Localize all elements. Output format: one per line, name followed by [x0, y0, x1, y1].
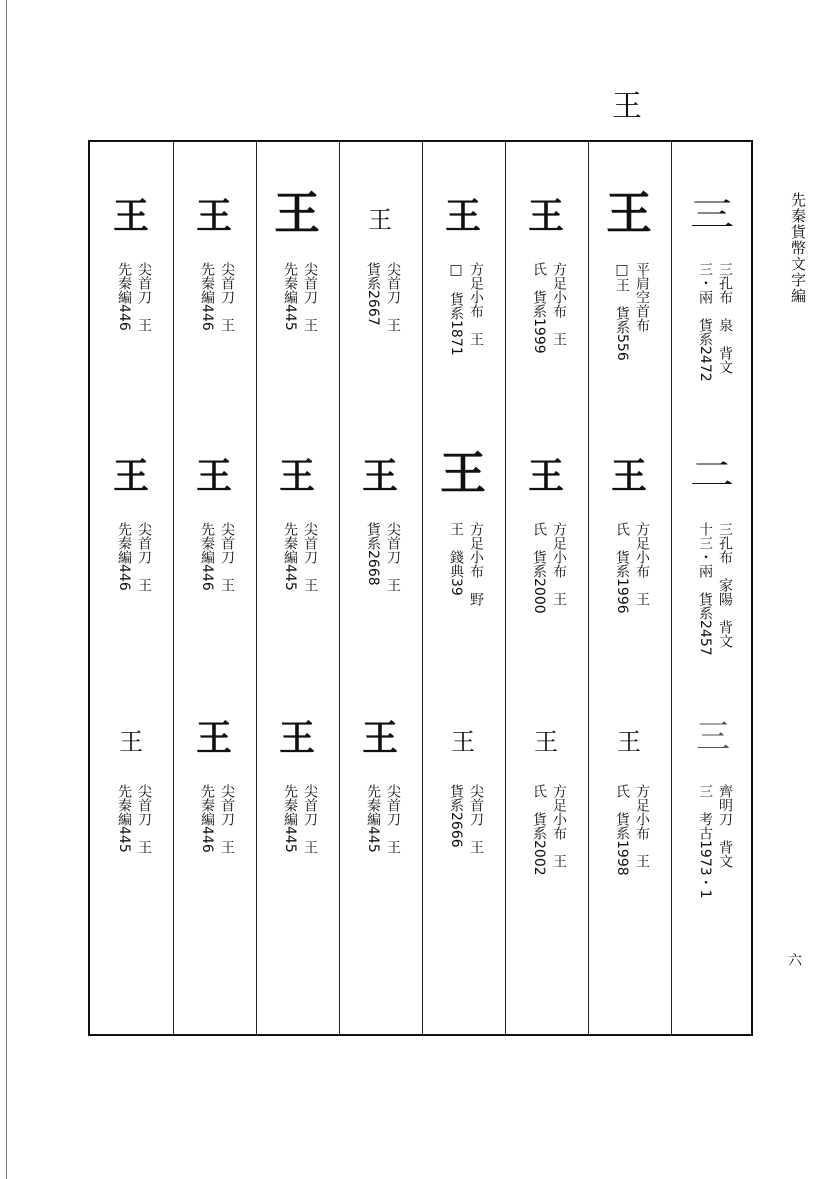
glyph-entry: [603, 450, 655, 705]
entry-reference-line: □ 貨系1871: [448, 262, 464, 356]
glyph-entry: [437, 446, 489, 705]
character-glyph: 王: [361, 455, 399, 497]
entry-reference-line: 先秦編446: [199, 522, 215, 591]
side-title: 先秦貨幣文字編: [789, 192, 807, 304]
entry-reference-line: 先秦編445: [365, 784, 381, 853]
entry-source-line: 尖首刀 王: [385, 522, 401, 592]
entry-reference-line: 十三・兩 貨系2457: [697, 522, 713, 656]
entry-source-line: 方足小布 王: [468, 262, 484, 346]
character-glyph: 王: [195, 717, 233, 759]
character-glyph: 王: [119, 728, 143, 756]
entry-reference-line: 先秦編446: [116, 262, 132, 331]
glyph-entry: [105, 712, 157, 967]
entry-source-line: 三孔布 家陽 背文: [717, 522, 733, 648]
character-glyph: 王: [278, 717, 316, 759]
entry-source-line: 尖首刀 王: [136, 262, 152, 332]
entry-source-line: 平肩空首布: [634, 262, 650, 332]
entry-reference-line: 氏 貨系1998: [614, 784, 630, 876]
entry-source-line: 尖首刀 王: [136, 522, 152, 592]
entry-reference-line: 貨系2667: [365, 262, 381, 326]
entry-source-line: 三孔布 泉 背文: [717, 262, 733, 374]
glyph-entry: [188, 190, 240, 445]
entry-reference-line: 氏 貨系2002: [531, 784, 547, 876]
character-glyph: 王: [527, 455, 565, 497]
glyph-entry: [520, 712, 572, 967]
character-glyph: 二: [689, 455, 735, 495]
character-glyph: 王: [195, 455, 233, 497]
entry-source-line: 方足小布 王: [634, 522, 650, 606]
character-glyph: 王: [112, 455, 150, 497]
entry-reference-line: 王 錢典39: [448, 522, 464, 596]
column-divider: [588, 142, 589, 1034]
glyph-entry: [437, 712, 489, 967]
glyph-entry: [271, 450, 323, 705]
entry-reference-line: 氏 貨系1999: [531, 262, 547, 354]
entry-reference-line: 貨系2668: [365, 522, 381, 586]
left-margin-rule: [6, 0, 7, 1179]
character-glyph: 王: [361, 717, 399, 759]
entry-reference-line: 貨系2666: [448, 784, 464, 848]
entry-reference-line: 先秦編446: [199, 262, 215, 331]
character-glyph: 王: [444, 195, 482, 237]
entry-source-line: 方足小布 王: [551, 262, 567, 346]
glyph-entry: [105, 450, 157, 705]
character-glyph: 王: [112, 195, 150, 237]
entry-reference-line: 三・兩 貨系2472: [697, 262, 713, 382]
glyph-entry: [188, 450, 240, 705]
glyph-entry: [271, 712, 323, 967]
entry-reference-line: □王 貨系556: [614, 262, 630, 361]
glyph-entry: [520, 190, 572, 445]
glyph-entry: [271, 186, 323, 445]
entry-source-line: 尖首刀 王: [136, 784, 152, 854]
character-glyph: 王: [440, 446, 486, 500]
glyph-table: [88, 140, 753, 1036]
column-divider: [173, 142, 174, 1034]
column-divider: [339, 142, 340, 1034]
entry-source-line: 尖首刀 王: [219, 262, 235, 332]
character-glyph: 王: [610, 455, 648, 497]
entry-source-line: 尖首刀 王: [385, 262, 401, 332]
character-glyph: 王: [606, 186, 652, 240]
entry-source-line: 尖首刀 王: [302, 262, 318, 332]
entry-source-line: 方足小布 王: [551, 522, 567, 606]
glyph-entry: [686, 190, 738, 445]
entry-source-line: 方足小布 王: [551, 784, 567, 868]
column-divider: [422, 142, 423, 1034]
entry-reference-line: 先秦編445: [282, 522, 298, 591]
entry-source-line: 尖首刀 王: [302, 522, 318, 592]
character-glyph: 王: [617, 728, 641, 756]
glyph-entry: [354, 450, 406, 705]
entry-source-line: 齊明刀 背文: [717, 784, 733, 868]
entry-reference-line: 三 考古1973・1: [697, 784, 713, 899]
entry-reference-line: 氏 貨系1996: [614, 522, 630, 614]
glyph-entry: [603, 712, 655, 967]
glyph-entry: [520, 450, 572, 705]
character-glyph: 王: [527, 195, 565, 237]
glyph-entry: [354, 190, 406, 445]
character-glyph: 王: [274, 186, 320, 240]
glyph-entry: [437, 190, 489, 445]
entry-source-line: 尖首刀 王: [219, 522, 235, 592]
entry-reference-line: 先秦編445: [282, 262, 298, 331]
entry-source-line: 尖首刀 王: [468, 784, 484, 854]
column-divider: [505, 142, 506, 1034]
character-glyph: 三: [689, 195, 735, 235]
entry-reference-line: 先秦編446: [116, 522, 132, 591]
character-glyph: 王: [368, 206, 392, 234]
entry-source-line: 尖首刀 王: [385, 784, 401, 854]
glyph-entry: [354, 712, 406, 967]
entry-reference-line: 氏 貨系2000: [531, 522, 547, 614]
glyph-entry: [105, 190, 157, 445]
glyph-entry: [603, 186, 655, 445]
entry-reference-line: 先秦編446: [199, 784, 215, 853]
character-glyph: 三: [696, 717, 728, 757]
entry-reference-line: 先秦編445: [282, 784, 298, 853]
character-glyph: 王: [278, 455, 316, 497]
column-divider: [256, 142, 257, 1034]
column-divider: [671, 142, 672, 1034]
character-glyph: 王: [534, 728, 558, 756]
entry-source-line: 尖首刀 王: [302, 784, 318, 854]
page-number: 六: [788, 953, 802, 969]
glyph-entry: [188, 712, 240, 967]
entry-source-line: 方足小布 野: [468, 522, 484, 606]
glyph-entry: [686, 450, 738, 705]
page-header-character: 王: [612, 89, 642, 124]
entry-reference-line: 先秦編445: [116, 784, 132, 853]
character-glyph: 王: [195, 195, 233, 237]
entry-source-line: 尖首刀 王: [219, 784, 235, 854]
entry-source-line: 方足小布 王: [634, 784, 650, 868]
glyph-entry: [686, 712, 738, 967]
character-glyph: 王: [451, 728, 475, 756]
